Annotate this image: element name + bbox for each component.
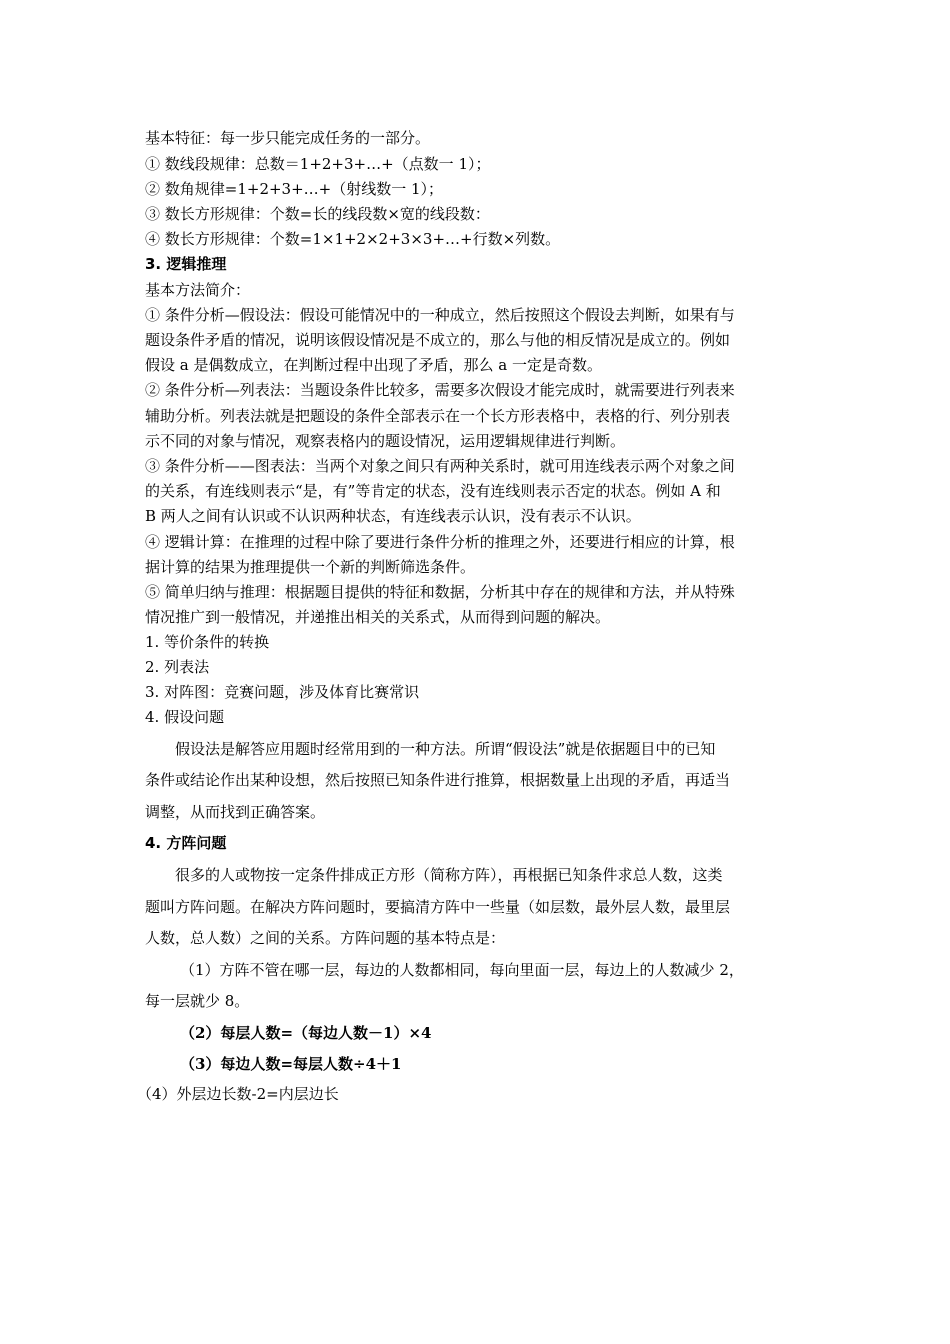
paragraph-line: B 两人之间有认识或不认识两种状态，有连线表示认识，没有表示不认识。 [145, 507, 641, 525]
paragraph-line: 假设法是解答应用题时经常用到的一种方法。所谓“假设法”就是依据题目中的已知 [175, 740, 716, 758]
paragraph-line: 很多的人或物按一定条件排成正方形（简称方阵），再根据已知条件求总人数，这类 [175, 866, 723, 884]
list-item: 3. 对阵图：竞赛问题，涉及体育比赛常识 [145, 683, 420, 701]
paragraph-line: 示不同的对象与情况，观察表格内的题设情况，运用逻辑规律进行判断。 [145, 432, 626, 450]
rule-line-segment: ① 数线段规律：总数＝1+2+3+…+（点数一 1）； [145, 155, 491, 173]
paragraph-line: 辅助分析。列表法就是把题设的条件全部表示在一个长方形表格中，表格的行、列分别表 [145, 407, 731, 425]
formula-line: （3）每边人数=每层人数÷4＋1 [180, 1055, 402, 1073]
paragraph-line: 调整，从而找到正确答案。 [145, 803, 326, 821]
section-heading-square-array: 4. 方阵问题 [145, 834, 227, 852]
basic-feature-line: 基本特征：每一步只能完成任务的一部分。 [145, 129, 431, 147]
formula-line: （2）每层人数=（每边人数－1）×4 [180, 1024, 432, 1042]
list-item: 2. 列表法 [145, 658, 210, 676]
rule-rectangle-1: ③ 数长方形规律：个数=长的线段数×宽的线段数： [145, 205, 490, 223]
paragraph-line: ① 条件分析—假设法：假设可能情况中的一种成立，然后按照这个假设去判断，如果有与 [145, 306, 735, 324]
paragraph-line: ④ 逻辑计算：在推理的过程中除了要进行条件分析的推理之外，还要进行相应的计算，根 [145, 533, 735, 551]
paragraph-line: 情况推广到一般情况，并递推出相关的关系式，从而得到问题的解决。 [145, 608, 611, 626]
paragraph-line: 假设 a 是偶数成立，在判断过程中出现了矛盾，那么 a 一定是奇数。 [145, 356, 602, 374]
paragraph-line: 人数，总人数）之间的关系。方阵问题的基本特点是： [145, 929, 506, 947]
paragraph-line: 据计算的结果为推理提供一个新的判断筛选条件。 [145, 558, 476, 576]
paragraph-line: ⑤ 简单归纳与推理：根据题目提供的特征和数据，分析其中存在的规律和方法，并从特殊 [145, 583, 735, 601]
list-item: 4. 假设问题 [145, 708, 225, 726]
list-item: 1. 等价条件的转换 [145, 633, 270, 651]
paragraph-line: 题叫方阵问题。在解决方阵问题时，要搞清方阵中一些量（如层数，最外层人数，最里层 [145, 898, 731, 916]
formula-line: （4）外层边长数-2=内层边长 [137, 1085, 339, 1103]
rule-angle: ② 数角规律=1+2+3+…+（射线数一 1）； [145, 180, 444, 198]
section-heading-logic: 3. 逻辑推理 [145, 255, 227, 273]
paragraph-line: 题设条件矛盾的情况，说明该假设情况是不成立的，那么与他的相反情况是成立的。例如 [145, 331, 731, 349]
paragraph-line: ② 条件分析—列表法：当题设条件比较多，需要多次假设才能完成时，就需要进行列表来 [145, 381, 735, 399]
paragraph-line: 条件或结论作出某种设想，然后按照已知条件进行推算，根据数量上出现的矛盾，再适当 [145, 771, 731, 789]
paragraph-line: （1）方阵不管在哪一层，每边的人数都相同，每向里面一层，每边上的人数减少 2， [180, 961, 744, 979]
paragraph-line: 每一层就少 8。 [145, 992, 250, 1010]
paragraph-line: 的关系，有连线则表示“是，有”等肯定的状态，没有连线则表示否定的状态。例如 A 和 [145, 482, 721, 500]
paragraph-line: ③ 条件分析——图表法：当两个对象之间只有两种关系时，就可用连线表示两个对象之间 [145, 457, 735, 475]
rule-rectangle-2: ④ 数长方形规律：个数=1×1+2×2+3×3+…+行数×列数。 [145, 230, 561, 248]
method-intro: 基本方法简介： [145, 281, 251, 299]
